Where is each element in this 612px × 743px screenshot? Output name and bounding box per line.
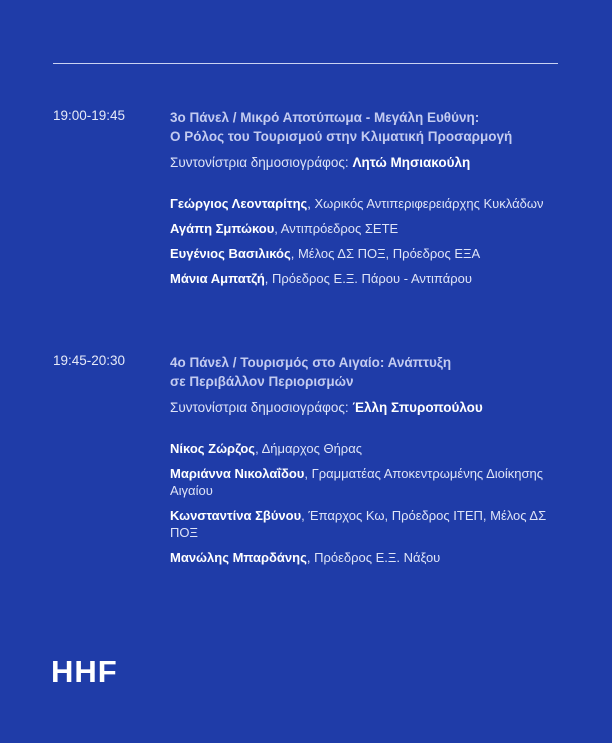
speaker [170, 220, 570, 237]
moderator-name: Έλλη Σπυροπούλου [352, 400, 483, 415]
speaker-role: , Δήμαρχος Θήρας [255, 441, 362, 456]
moderator [170, 399, 570, 416]
hhf-logo: HHF [51, 654, 118, 689]
speaker-name: Γεώργιος Λεονταρίτης [170, 196, 308, 211]
session-title-line-1: 4ο Πάνελ / Τουρισμός στο Αιγαίο: Ανάπτυξη [170, 355, 452, 370]
session-title [170, 353, 570, 391]
speaker-name: Μανώλης Μπαρδάνης [170, 550, 307, 565]
speaker-role: , Μέλος ΔΣ ΠΟΞ, Πρόεδρος ΕΞΑ [290, 246, 481, 261]
speaker-role: , Χωρικός Αντιπεριφερειάρχης Κυκλάδων [307, 196, 544, 211]
speaker-name: Ευγένιος Βασιλικός [170, 246, 291, 261]
speaker-name: Νίκος Ζώρζος [170, 441, 256, 456]
moderator-name: Λητώ Μησιακούλη [352, 155, 471, 170]
session-title [170, 108, 570, 146]
session-title-line-2: σε Περιβάλλον Περιορισμών [170, 374, 354, 389]
speaker-name: Μαριάννα Νικολαΐδου [170, 466, 305, 481]
speaker-role: , Αντιπρόεδρος ΣΕΤΕ [274, 221, 399, 236]
session-time: 19:45-20:30 [53, 353, 126, 368]
speaker-name: Κωνσταντίνα Σβύνου [170, 508, 302, 523]
speaker [170, 245, 570, 262]
session-title-line-1: 3ο Πάνελ / Μικρό Αποτύπωμα - Μεγάλη Ευθύνη: [170, 110, 480, 125]
speaker [170, 465, 570, 499]
speaker-role: , Έπαρχος Κω, Πρόεδρος ΙΤΕΠ, Μέλος ΔΣ ΠΟΞ [170, 508, 547, 540]
session-title-line-2: Ο Ρόλος του Τουρισμού στην Κλιματική Προσαρμογή [170, 129, 513, 144]
speaker [170, 440, 570, 457]
moderator-label: Συντονίστρια δημοσιογράφος: [170, 155, 353, 170]
moderator-label: Συντονίστρια δημοσιογράφος: [170, 400, 353, 415]
speaker-role: , Πρόεδρος Ε.Ξ. Πάρου - Αντιπάρου [264, 271, 472, 286]
moderator [170, 154, 570, 171]
speaker [170, 549, 570, 566]
speaker-name: Μάνια Αμπατζή [170, 271, 265, 286]
top-divider [53, 63, 558, 64]
speaker [170, 507, 570, 541]
session-content [170, 353, 570, 574]
session-time: 19:00-19:45 [53, 108, 126, 123]
speaker-list [170, 195, 570, 287]
session-content [170, 108, 570, 295]
speaker [170, 270, 570, 287]
speaker-role: , Πρόεδρος Ε.Ξ. Νάξου [306, 550, 441, 565]
speaker [170, 195, 570, 212]
speaker-role: , Γραμματέας Αποκεντρωμένης Διοίκησης Αιγαίου [170, 466, 544, 498]
speaker-name: Αγάπη Σμπώκου [170, 221, 275, 236]
speaker-list [170, 440, 570, 566]
